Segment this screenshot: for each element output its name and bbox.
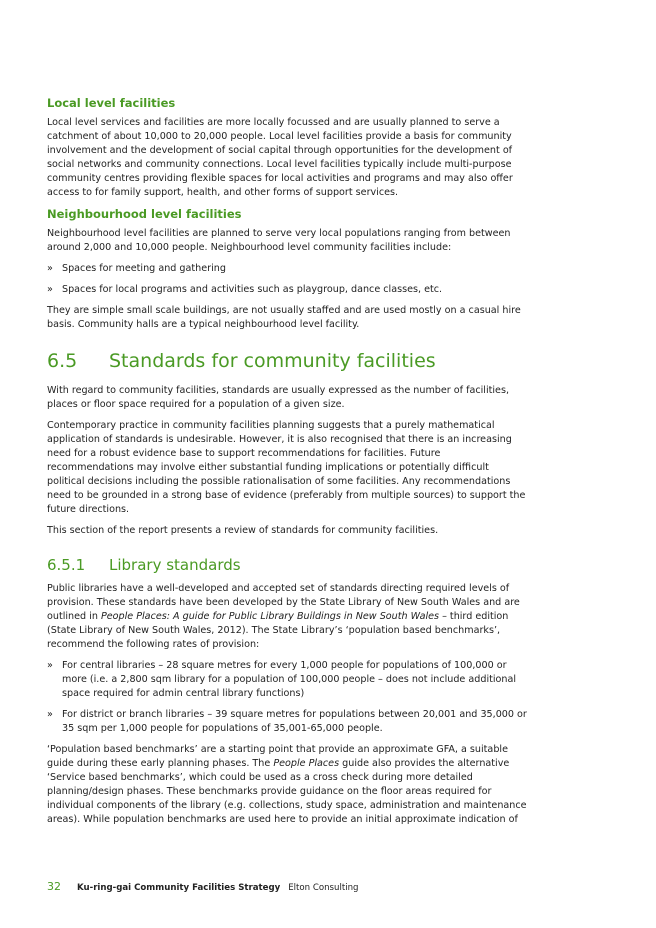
paragraph-library-1: Public libraries have a well-developed and accepted set of standards directing required levels of provision. These standards have been developed by the State Library of New South Wales and are outlined in People Places: A guide for Public Library Buildings in New South Wales – third edition (State Library of New South Wales, 2012). The State Library’s ‘population based benchmarks’, recommend the following rates of provision: [47,583,520,650]
paragraph-library-2: ‘Population based benchmarks’ are a starting point that provide an approximate GFA, a suitable guide during these early planning phases. The People Places guide also provides the alternative ‘Service based benchmarks’, which could be used as a cross check during more detailed planning/design phases. These benchmarks provide guidance on the floor areas required for individual components of the library (e.g. collections, study space, administration and maintenance areas). While population benchmarks are used here to provide an initial approximate indication of [47,744,527,825]
publication-title: People Places: A guide for Public Library Buildings in New South Wales [100,611,440,622]
heading-neighbourhood-level: Neighbourhood level facilities [47,207,242,221]
bullet-mark: » [47,709,53,720]
paragraph-standards-3: This section of the report presents a review of standards for community facilities. [47,525,439,536]
heading-local-level: Local level facilities [47,96,176,110]
page-content [47,96,529,834]
bullet-mark: » [47,263,53,274]
section-title: Standards for community facilities [109,350,436,372]
publication-title: People Places [273,758,340,769]
subsection-number: 6.5.1 [47,556,86,574]
footer-organisation: Elton Consulting [288,883,359,893]
paragraph-standards-1: With regard to community facilities, standards are usually expressed as the number of facilities, places or floor space required for a population of a given size. [47,385,509,410]
list-item: » For district or branch libraries – 39 square metres for populations between 20,001 and 35,000 or 35 sqm per 1,000 people for populations of 35,001-65,000 people. [47,709,527,734]
section-number: 6.5 [47,350,78,372]
bullet-mark: » [47,660,53,671]
subsection-title: Library standards [109,556,241,574]
paragraph-local-level: Local level services and facilities are more locally focussed and are usually planned to serve a catchment of about 10,000 to 20,000 people. Local level facilities provide a basis for community involvement and the development of social capital through opportunities for the development of social networks and community connections. Local level facilities typically include multi-purpose community centres providing flexible spaces for local activities and programs and may also offer access to for family support, health, and other forms of support services. [47,117,513,198]
section-heading-6-5 [47,350,529,372]
neighbourhood-bullet-list [47,262,529,297]
list-item: » Spaces for local programs and activities such as playgroup, dance classes, etc. [47,284,443,295]
footer-document-title: Ku-ring-gai Community Facilities Strategy [77,883,281,893]
paragraph-neighbourhood-summary: They are simple small scale buildings, are not usually staffed and are used mostly on a casual hire basis. Community halls are a typical neighbourhood level facility. [47,305,521,330]
page-number: 32 [47,880,61,893]
paragraph-standards-2: Contemporary practice in community facilities planning suggests that a purely mathematical application of standards is undesirable. However, it is also recognised that there is an increasing need for a robust evidence base to support recommendations for facilities. Future recommendations may involve either substantial funding implications or potentially difficult political decisions including the possible rationalisation of some facilities. Any recommendations need to be grounded in a strong base of evidence (preferably from multiple sources) to support the future directions. [47,420,526,515]
list-item: » For central libraries – 28 square metres for every 1,000 people for populations of 100,000 or more (i.e. a 2,800 sqm library for a population of 100,000 people – does not include additional space required for admin central library functions) [47,660,517,699]
bullet-mark: » [47,284,53,295]
subsection-heading-6-5-1 [47,556,529,574]
list-item: » Spaces for meeting and gathering [47,263,226,274]
library-bullet-list [47,659,529,736]
paragraph-neighbourhood-intro: Neighbourhood level facilities are planned to serve very local populations ranging from between around 2,000 and 10,000 people. Neighbourhood level community facilities include: [47,228,511,253]
page-footer [47,880,359,893]
